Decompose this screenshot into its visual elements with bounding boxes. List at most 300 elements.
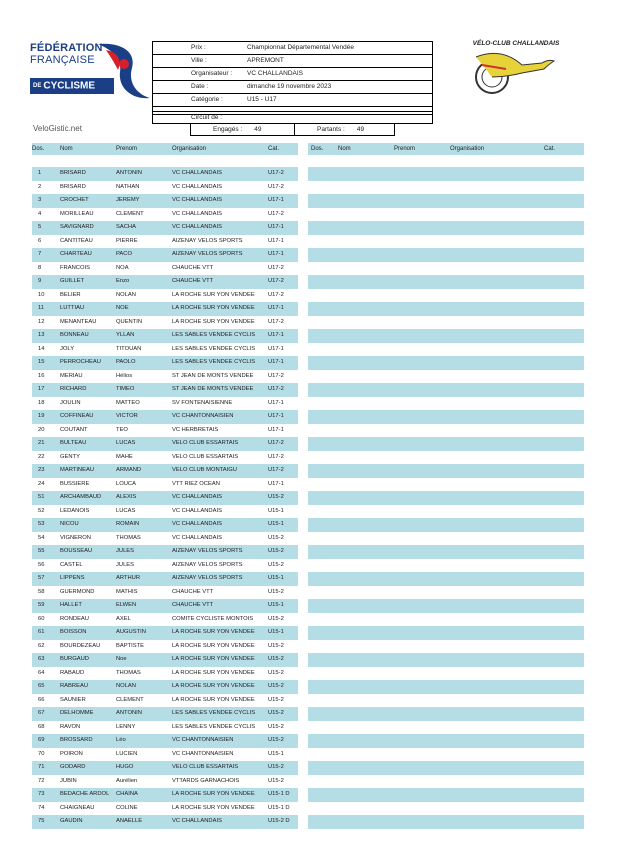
prenom-cell: PIERRE xyxy=(116,237,138,244)
empty-row xyxy=(308,491,584,505)
table-row xyxy=(32,721,298,735)
table-row xyxy=(32,734,298,748)
cat-cell: U15-1 xyxy=(268,602,284,608)
org-cell: VC CHALLANDAIS xyxy=(172,507,222,514)
table-row xyxy=(32,775,298,789)
org-cell: LA ROCHE SUR YON VENDEE xyxy=(172,642,255,649)
org-cell: LA ROCHE SUR YON VENDEE xyxy=(172,669,255,676)
empty-row xyxy=(308,761,584,775)
table-row xyxy=(32,586,298,600)
prenom-cell: VICTOR xyxy=(116,413,138,419)
prenom-cell: NOLAN xyxy=(116,683,136,689)
dos-cell: 58 xyxy=(38,588,45,595)
dos-cell: 7 xyxy=(38,251,42,257)
prenom-cell: Hélios xyxy=(116,372,133,379)
table-row xyxy=(32,397,298,411)
org-cell: LA ROCHE SUR YON VENDEE xyxy=(172,791,255,797)
prix-value: Championnat Départemental Vendée xyxy=(247,44,354,51)
prenom-cell: HUGO xyxy=(116,764,134,770)
org-value: VC CHALLANDAIS xyxy=(247,70,303,77)
empty-row xyxy=(308,275,584,289)
nom-cell: BELIER xyxy=(60,291,81,298)
cat-cell: U17-1 xyxy=(268,305,284,311)
table-row xyxy=(32,505,298,519)
table-row xyxy=(32,613,298,627)
cat-cell: U17-1 xyxy=(268,237,284,244)
org-cell: CHAUCHE VTT xyxy=(172,602,214,608)
cat-cell: U17-2 xyxy=(268,318,284,325)
org-cell: AIZENAY VELOS SPORTS xyxy=(172,548,243,554)
cat-cell: U15-2 xyxy=(268,615,284,622)
empty-row xyxy=(308,383,584,397)
org-cell: LA ROCHE SUR YON VENDEE xyxy=(172,629,255,635)
dos-cell: 12 xyxy=(38,318,45,325)
prenom-cell: THOMAS xyxy=(116,534,141,541)
nom-cell: CHAIGNEAU xyxy=(60,804,95,811)
nom-cell: JOULIN xyxy=(60,399,81,406)
dos-cell: 66 xyxy=(38,696,45,703)
org-cell: VC CHALLANDAIS xyxy=(172,183,222,190)
dos-cell: 62 xyxy=(38,642,45,649)
org-cell: VC CHALLANDAIS xyxy=(172,170,222,176)
empty-row xyxy=(308,640,584,654)
cat-cell: U17-2 xyxy=(268,183,284,190)
dos-cell: 19 xyxy=(38,413,45,419)
nom-cell: MARTINEAU xyxy=(60,467,95,473)
dos-cell: 55 xyxy=(38,548,45,554)
prenom-cell: SACHA xyxy=(116,224,136,230)
empty-row xyxy=(308,599,584,613)
cat-cell: U15-1 xyxy=(268,750,284,757)
org-cell: VC CHANTONNAISIEN xyxy=(172,750,234,757)
cat-cell: U17-1 xyxy=(268,426,284,433)
cat-cell: U17-1 xyxy=(268,251,284,257)
empty-row xyxy=(308,478,584,492)
prenom-cell: NATHAN xyxy=(116,183,140,190)
dos-cell: 2 xyxy=(38,183,42,190)
table-row xyxy=(32,478,298,492)
nom-cell: COUTANT xyxy=(60,426,88,433)
nom-cell: LUTTIAU xyxy=(60,305,85,311)
nom-cell: LIPPENS xyxy=(60,575,85,581)
cat-cell: U17-1 xyxy=(268,413,284,419)
table-row xyxy=(32,788,298,802)
empty-row xyxy=(308,545,584,559)
table-row xyxy=(32,491,298,505)
riders-table xyxy=(32,167,298,829)
nom-cell: BRISARD xyxy=(60,170,86,176)
nom-cell: SAVIGNARD xyxy=(60,224,94,230)
prenom-cell: LENNY xyxy=(116,723,136,730)
nom-cell: JUBIN xyxy=(60,777,77,784)
dos-cell: 72 xyxy=(38,777,45,784)
dos-cell: 22 xyxy=(38,453,45,460)
table-row xyxy=(32,289,298,303)
nom-cell: FRANCOIS xyxy=(60,264,90,271)
org-cell: LA ROCHE SUR YON VENDEE xyxy=(172,683,255,689)
dos-cell: 71 xyxy=(38,764,45,770)
cat-cell: U17-2 xyxy=(268,278,284,284)
bicycle-goose-icon xyxy=(462,47,570,97)
dos-cell: 16 xyxy=(38,372,45,379)
dos-cell: 61 xyxy=(38,629,45,635)
empty-row xyxy=(308,262,584,276)
date-value: dimanche 19 novembre 2023 xyxy=(247,83,332,90)
cat-cell: U17-2 xyxy=(268,440,284,446)
empty-row xyxy=(308,505,584,519)
engages-value: 49 xyxy=(254,126,262,133)
table-row xyxy=(32,356,298,370)
table-row xyxy=(32,343,298,357)
cat-cell: U17-2 xyxy=(268,210,284,217)
prenom-cell: NOLAN xyxy=(116,291,136,298)
org-cell: VELO CLUB MONTAIGU xyxy=(172,467,237,473)
table-row xyxy=(32,262,298,276)
empty-row xyxy=(308,559,584,573)
org-cell: LES SABLES VENDEE CYCLIS xyxy=(172,710,256,716)
cat-cell: U17-2 xyxy=(268,372,284,379)
org-cell: COMITE CYCLISTE MONTOIS xyxy=(172,615,254,622)
nom-cell: LEDANOIS xyxy=(60,507,90,514)
table-row xyxy=(32,653,298,667)
org-cell: VTT RIEZ OCEAN xyxy=(172,480,220,487)
org-cell: CHAUCHE VTT xyxy=(172,278,214,284)
empty-row xyxy=(308,208,584,222)
table-header-right: Dos. Nom Prenom Organisation Cat. xyxy=(308,143,584,155)
prenom-cell: MATTEO xyxy=(116,399,140,406)
prenom-cell: LUCAS xyxy=(116,440,136,446)
prenom-cell: Léo xyxy=(116,737,126,743)
empty-row xyxy=(308,748,584,762)
dos-cell: 11 xyxy=(38,305,45,311)
org-cell: VC CHALLANDAIS xyxy=(172,818,222,824)
table-row xyxy=(32,167,298,181)
nom-cell: GUERMOND xyxy=(60,588,95,595)
org-cell: VC CHALLANDAIS xyxy=(172,224,222,230)
prenom-cell: LUCIEN xyxy=(116,750,138,757)
table-row xyxy=(32,667,298,681)
dos-cell: 5 xyxy=(38,224,42,230)
table-row xyxy=(32,532,298,546)
dos-cell: 20 xyxy=(38,426,45,433)
empty-row xyxy=(308,302,584,316)
partants-value: 49 xyxy=(356,126,365,133)
cat-cell: U15-2 xyxy=(268,777,284,784)
org-cell: VC CHALLANDAIS xyxy=(172,210,222,217)
cat-cell: U15-2 xyxy=(268,561,284,568)
nom-cell: RABAUD xyxy=(60,669,85,676)
dos-cell: 74 xyxy=(38,804,45,811)
prenom-cell: LOUCA xyxy=(116,480,136,487)
dos-cell: 1 xyxy=(38,170,42,176)
prenom-cell: JULES xyxy=(116,561,135,568)
dos-cell: 75 xyxy=(38,818,45,824)
prenom-cell: MAHE xyxy=(116,453,133,460)
counts-box: Engagés : 49 Partants : 49 xyxy=(190,123,395,136)
prenom-cell: ANTONIN xyxy=(116,170,142,176)
table-row xyxy=(32,559,298,573)
cat-cell: U15-1 D xyxy=(268,791,290,797)
dos-cell: 57 xyxy=(38,575,45,581)
nom-cell: BEDACHE ARDOL xyxy=(60,791,110,797)
cat-cell: U17-2 xyxy=(268,386,284,392)
empty-row xyxy=(308,235,584,249)
dos-cell: 6 xyxy=(38,237,42,244)
cat-cell: U15-2 D xyxy=(268,818,290,824)
dos-cell: 18 xyxy=(38,399,45,406)
table-row xyxy=(32,815,298,829)
cat-cell: U17-1 xyxy=(268,197,284,203)
table-row xyxy=(32,545,298,559)
prenom-cell: AXEL xyxy=(116,615,131,622)
logo-bar: DE CYCLISME xyxy=(30,78,114,94)
cat-cell: U15-2 xyxy=(268,494,284,500)
empty-row xyxy=(308,721,584,735)
empty-row xyxy=(308,464,584,478)
dos-cell: 24 xyxy=(38,480,45,487)
dos-cell: 54 xyxy=(38,534,45,541)
prenom-cell: CLEMENT xyxy=(116,210,144,217)
org-cell: VC CHANTONNAISIEN xyxy=(172,413,234,419)
ffc-logo xyxy=(30,42,152,100)
table-row xyxy=(32,208,298,222)
org-cell: VELO CLUB ESSARTAIS xyxy=(172,440,239,446)
prenom-cell: Aurélien xyxy=(116,777,138,784)
nom-cell: ARCHAMBAUD xyxy=(60,494,102,500)
cat-cell: U17-2 xyxy=(268,291,284,298)
nom-cell: BUSSIERE xyxy=(60,480,90,487)
prenom-cell: MATHIS xyxy=(116,588,138,595)
nom-cell: BURGAUD xyxy=(60,656,89,662)
table-row xyxy=(32,518,298,532)
cat-cell: U17-1 xyxy=(268,332,284,338)
org-cell: LA ROCHE SUR YON VENDEE xyxy=(172,305,255,311)
org-cell: AIZENAY VELOS SPORTS xyxy=(172,251,243,257)
prenom-cell: CLEMENT xyxy=(116,696,144,703)
cat-cell: U17-1 xyxy=(268,345,284,352)
table-row xyxy=(32,680,298,694)
nom-cell: RABREAU xyxy=(60,683,89,689)
empty-row xyxy=(308,221,584,235)
nom-cell: RICHARD xyxy=(60,386,87,392)
org-cell: VC CHALLANDAIS xyxy=(172,197,222,203)
empty-row xyxy=(308,329,584,343)
cat-cell: U15-1 xyxy=(268,575,284,581)
nom-cell: CASTEL xyxy=(60,561,83,568)
cat-cell: U15-1 xyxy=(268,507,284,514)
nom-cell: BONNEAU xyxy=(60,332,89,338)
cat-cell: U15-2 xyxy=(268,548,284,554)
prenom-cell: NOA xyxy=(116,264,129,271)
dos-cell: 8 xyxy=(38,264,42,271)
table-header-left: Dos. Nom Prenom Organisation Cat. xyxy=(32,143,298,155)
prenom-cell: ALEXIS xyxy=(116,494,137,500)
prenom-cell: Enzo xyxy=(116,278,130,284)
prenom-cell: BAPTISTE xyxy=(116,642,145,649)
org-cell: VC CHALLANDAIS xyxy=(172,534,222,541)
table-row xyxy=(32,275,298,289)
prenom-cell: YLLAN xyxy=(116,332,135,338)
org-cell: AIZENAY VELOS SPORTS xyxy=(172,575,243,581)
empty-row xyxy=(308,707,584,721)
empty-row xyxy=(308,424,584,438)
empty-row xyxy=(308,667,584,681)
empty-row xyxy=(308,289,584,303)
nom-cell: MORILLEAU xyxy=(60,210,94,217)
prenom-cell: ARMAND xyxy=(116,467,142,473)
table-row xyxy=(32,194,298,208)
nom-cell: GAUDIN xyxy=(60,818,83,824)
dos-cell: 23 xyxy=(38,467,45,473)
nom-cell: BULTEAU xyxy=(60,440,87,446)
org-cell: VTTARDS GARNACHOIS xyxy=(172,777,240,784)
table-row xyxy=(32,451,298,465)
empty-row xyxy=(308,626,584,640)
org-cell: SV FONTENAISIENNE xyxy=(172,399,233,406)
prenom-cell: THOMAS xyxy=(116,669,141,676)
org-cell: LA ROCHE SUR YON VENDEE xyxy=(172,656,255,662)
empty-row xyxy=(308,694,584,708)
cat-cell: U15-2 xyxy=(268,588,284,595)
table-row xyxy=(32,802,298,816)
table-row xyxy=(32,235,298,249)
dos-cell: 60 xyxy=(38,615,45,622)
riders-table-right-empty xyxy=(308,167,584,829)
empty-row xyxy=(308,181,584,195)
org-cell: ST JEAN DE MONTS VENDEE xyxy=(172,386,254,392)
prenom-cell: PACO xyxy=(116,251,132,257)
cat-cell: U17-1 xyxy=(268,224,284,230)
table-row xyxy=(32,370,298,384)
club-title: VÉLO-CLUB CHALLANDAIS xyxy=(472,40,560,47)
nom-cell: RONDEAU xyxy=(60,615,89,622)
dos-cell: 63 xyxy=(38,656,45,662)
nom-cell: BRISARD xyxy=(60,183,86,190)
empty-row xyxy=(308,532,584,546)
empty-row xyxy=(308,734,584,748)
cat-value: U15 - U17 xyxy=(247,96,277,103)
prenom-cell: JULES xyxy=(116,548,135,554)
dos-cell: 73 xyxy=(38,791,45,797)
cat-cell: U15-2 xyxy=(268,723,284,730)
logo-line2: FRANÇAISE xyxy=(30,54,95,66)
empty-row xyxy=(308,370,584,384)
table-row xyxy=(32,410,298,424)
table-row xyxy=(32,383,298,397)
empty-row xyxy=(308,802,584,816)
prenom-cell: ELWEN xyxy=(116,602,137,608)
table-row xyxy=(32,707,298,721)
prenom-cell: CHAINA xyxy=(116,791,138,797)
cat-cell: U17-1 xyxy=(268,480,284,487)
nom-cell: GUILLET xyxy=(60,278,85,284)
site-name: VeloGistic.net xyxy=(33,124,82,133)
nom-cell: GODARD xyxy=(60,764,86,770)
race-info-box: Prix : Championnat Départemental Vendée Ville : APREMONT Organisateur : VC CHALLANDAIS Date : dimanche 19 novembre 2023 Catégorie : U15 - U17 xyxy=(152,41,433,115)
org-cell: VC HERBRETAIS xyxy=(172,426,219,433)
prenom-cell: ANAELLE xyxy=(116,818,143,824)
dos-cell: 70 xyxy=(38,750,45,757)
ville-value: APREMONT xyxy=(247,57,284,64)
empty-row xyxy=(308,653,584,667)
dos-cell: 3 xyxy=(38,197,42,203)
org-cell: AIZENAY VELOS SPORTS xyxy=(172,561,243,568)
org-cell: LA ROCHE SUR YON VENDEE xyxy=(172,804,255,811)
nom-cell: NICOU xyxy=(60,521,79,527)
org-cell: VC CHALLANDAIS xyxy=(172,521,222,527)
dos-cell: 15 xyxy=(38,359,45,365)
empty-row xyxy=(308,586,584,600)
empty-row xyxy=(308,194,584,208)
nom-cell: SAUNIER xyxy=(60,696,86,703)
cat-cell: U15-1 xyxy=(268,629,284,635)
dos-cell: 4 xyxy=(38,210,42,217)
empty-row xyxy=(308,356,584,370)
dos-cell: 56 xyxy=(38,561,45,568)
table-row xyxy=(32,221,298,235)
prenom-cell: ROMAIN xyxy=(116,521,140,527)
prenom-cell: JEREMY xyxy=(116,197,140,203)
empty-row xyxy=(308,788,584,802)
org-cell: ST JEAN DE MONTS VENDEE xyxy=(172,372,254,379)
empty-row xyxy=(308,815,584,829)
org-cell: VELO CLUB ESSARTAIS xyxy=(172,453,239,460)
prenom-cell: Noe xyxy=(116,656,127,662)
prenom-cell: TITOUAN xyxy=(116,345,142,352)
cat-cell: U17-2 xyxy=(268,170,284,176)
dos-cell: 21 xyxy=(38,440,45,446)
cat-cell: U15-1 D xyxy=(268,804,290,811)
org-cell: CHAUCHE VTT xyxy=(172,264,214,271)
prenom-cell: TEO xyxy=(116,426,128,433)
cat-cell: U17-1 xyxy=(268,359,284,365)
org-cell: LA ROCHE SUR YON VENDEE xyxy=(172,318,255,325)
dos-cell: 59 xyxy=(38,602,45,608)
org-cell: LES SABLES VENDEE CYCLIS xyxy=(172,359,256,365)
table-row xyxy=(32,464,298,478)
table-row xyxy=(32,302,298,316)
nom-cell: BOUSSEAU xyxy=(60,548,93,554)
org-cell: LES SABLES VENDEE CYCLIS xyxy=(172,332,256,338)
table-row xyxy=(32,694,298,708)
empty-row xyxy=(308,248,584,262)
empty-row xyxy=(308,397,584,411)
org-cell: AIZENAY VELOS SPORTS xyxy=(172,237,243,244)
nom-cell: VIGNERON xyxy=(60,534,91,541)
org-cell: VELO CLUB ESSARTAIS xyxy=(172,764,239,770)
org-cell: CHAUCHE VTT xyxy=(172,588,214,595)
table-row xyxy=(32,748,298,762)
cat-cell: U15-2 xyxy=(268,764,284,770)
dos-cell: 14 xyxy=(38,345,45,352)
dos-cell: 51 xyxy=(38,494,45,500)
nom-cell: RAVON xyxy=(60,723,81,730)
logo-line1: FÉDÉRATION xyxy=(30,42,103,54)
empty-row xyxy=(308,518,584,532)
prenom-cell: LUCAS xyxy=(116,507,136,514)
table-row xyxy=(32,640,298,654)
nom-cell: CHARTEAU xyxy=(60,251,92,257)
prenom-cell: ARTHUR xyxy=(116,575,141,581)
dos-cell: 64 xyxy=(38,669,45,676)
prenom-cell: PAOLO xyxy=(116,359,136,365)
club-logo xyxy=(462,40,570,100)
table-row xyxy=(32,437,298,451)
empty-row xyxy=(308,613,584,627)
nom-cell: MENANTEAU xyxy=(60,318,97,325)
empty-row xyxy=(308,775,584,789)
table-row xyxy=(32,626,298,640)
